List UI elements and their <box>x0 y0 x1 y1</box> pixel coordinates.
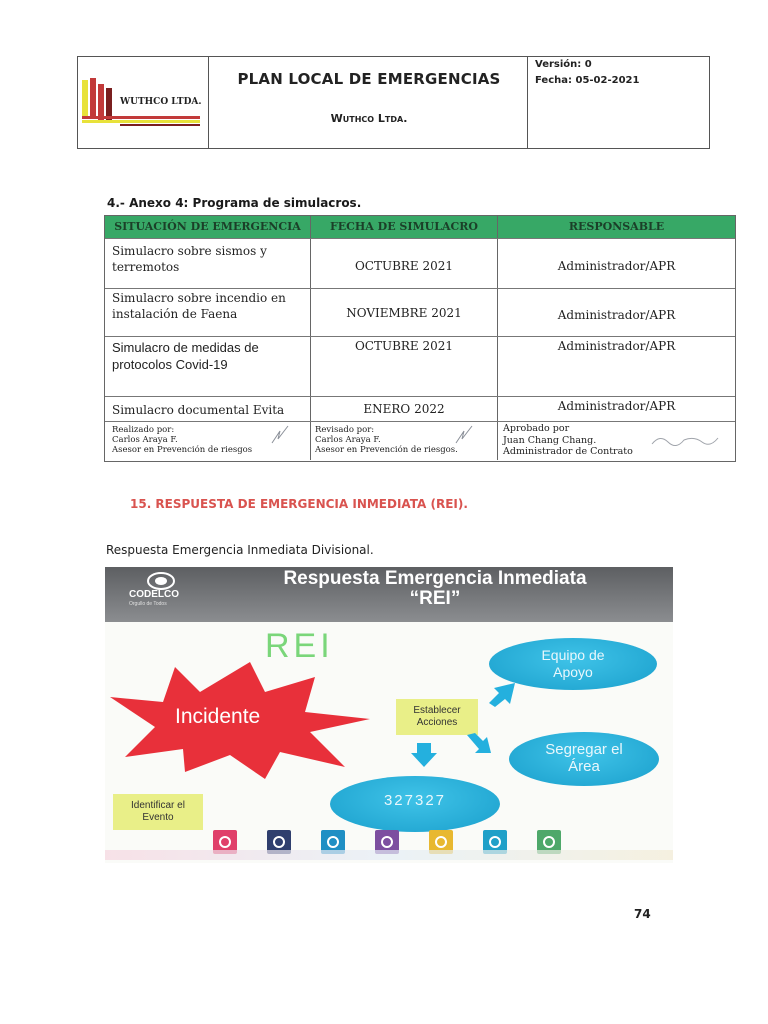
version-label: Versión: 0 <box>535 59 592 70</box>
table-divider <box>105 396 735 397</box>
signature-name: Juan Chang Chang. <box>503 434 597 446</box>
situation-line: Simulacro de medidas de <box>112 340 259 355</box>
bottom-color-strip <box>105 850 673 860</box>
table-row-responsible: Administrador/APR <box>557 308 676 322</box>
identify-event-box <box>113 794 203 830</box>
signature-role: Realizado por: <box>112 425 175 435</box>
glyph-icon <box>381 836 393 848</box>
glyph-icon <box>489 836 501 848</box>
signature-title: Asesor en Prevención de riesgos. <box>315 445 458 455</box>
arrow-up-right-icon <box>485 679 521 707</box>
document-subtitle: Wuthco Ltda. <box>330 112 408 125</box>
codelco-logo-text: CODELCO <box>129 589 179 600</box>
table-row-situation: Simulacro documental Evita <box>112 403 285 417</box>
support-line: Apoyo <box>553 664 593 680</box>
segregate-line: Área <box>568 758 600 775</box>
table-divider <box>105 288 735 289</box>
signature-title: Asesor en Prevención de riesgos <box>112 445 253 455</box>
signature-role: Revisado por: <box>315 425 375 435</box>
glyph-icon <box>219 836 231 848</box>
signature-name: Carlos Araya F. <box>315 435 381 445</box>
establish-line: Establecer <box>413 705 461 716</box>
table-divider <box>310 216 311 460</box>
situation-line: protocolos Covid-19 <box>112 357 228 372</box>
date-label: Fecha: 05-02-2021 <box>535 75 640 86</box>
establish-actions-box <box>396 699 478 735</box>
phone-number: 327327 <box>383 792 447 809</box>
support-team-label <box>489 647 657 681</box>
situation-line: Simulacro sobre sismos y <box>112 244 267 258</box>
section15-heading: 15. RESPUESTA DE EMERGENCIA INMEDIATA (REI). <box>130 497 468 511</box>
rei-diagram <box>105 567 673 863</box>
codelco-emblem-icon <box>145 571 177 591</box>
situation-line: Simulacro sobre incendio en <box>112 291 286 305</box>
glyph-icon <box>543 836 555 848</box>
codelco-tagline: Orgullo de Todos <box>129 601 167 607</box>
incident-label: Incidente <box>175 705 261 728</box>
table-divider <box>497 216 498 460</box>
section4-heading: 4.- Anexo 4: Programa de simulacros. <box>107 196 362 210</box>
rei-label: REI <box>265 627 334 665</box>
signature-realizado <box>112 425 252 455</box>
glyph-icon <box>273 836 285 848</box>
table-divider <box>105 238 735 239</box>
signature-title: Administrador de Contrato <box>503 446 633 457</box>
establish-line: Acciones <box>416 717 458 728</box>
meta-cell <box>527 57 710 148</box>
column-header-date: FECHA DE SIMULACRO <box>311 216 497 238</box>
table-row-responsible: Administrador/APR <box>557 259 676 273</box>
signature-name: Carlos Araya F. <box>112 435 178 445</box>
identify-line: Identificar el <box>131 800 185 811</box>
handwritten-signature <box>650 430 720 450</box>
glyph-icon <box>327 836 339 848</box>
table-row-date: OCTUBRE 2021 <box>354 339 454 353</box>
segregate-area-label <box>509 741 659 775</box>
table-row-date: ENERO 2022 <box>363 402 445 416</box>
support-line: Equipo de <box>541 647 605 663</box>
arrow-down-right-icon <box>465 731 495 757</box>
section15-intro: Respuesta Emergencia Inmediata Divisional. <box>106 543 374 557</box>
table-row-responsible: Administrador/APR <box>557 339 676 353</box>
situation-line: terremotos <box>112 260 180 274</box>
banner-title-line1: Respuesta Emergencia Inmediata <box>283 568 587 589</box>
table-row-responsible: Administrador/APR <box>557 399 676 413</box>
page-number: 74 <box>634 907 651 921</box>
signature-role: Aprobado por <box>503 423 570 434</box>
document-title: PLAN LOCAL DE EMERGENCIAS <box>237 70 501 88</box>
column-header-responsible: RESPONSABLE <box>498 216 735 238</box>
handwritten-signature <box>268 423 292 447</box>
table-row-date: OCTUBRE 2021 <box>354 259 454 273</box>
banner-title-line2: “REI” <box>409 588 461 609</box>
column-header-situation: SITUACIÓN DE EMERGENCIA <box>105 216 310 238</box>
situation-line: instalación de Faena <box>112 307 238 321</box>
table-row-situation <box>112 243 267 275</box>
table-row-situation <box>112 290 286 322</box>
signature-aprobado <box>503 423 633 458</box>
table-divider <box>105 336 735 337</box>
table-row-situation <box>112 339 259 373</box>
logo-text: WUTHCO LTDA. <box>120 97 202 107</box>
identify-line: Evento <box>142 812 174 823</box>
table-row-date: NOVIEMBRE 2021 <box>346 306 462 320</box>
arrow-down-icon <box>411 741 437 769</box>
handwritten-signature <box>452 423 476 447</box>
segregate-line: Segregar el <box>545 741 623 758</box>
table-divider <box>105 421 735 422</box>
signature-revisado <box>315 425 458 455</box>
glyph-icon <box>435 836 447 848</box>
